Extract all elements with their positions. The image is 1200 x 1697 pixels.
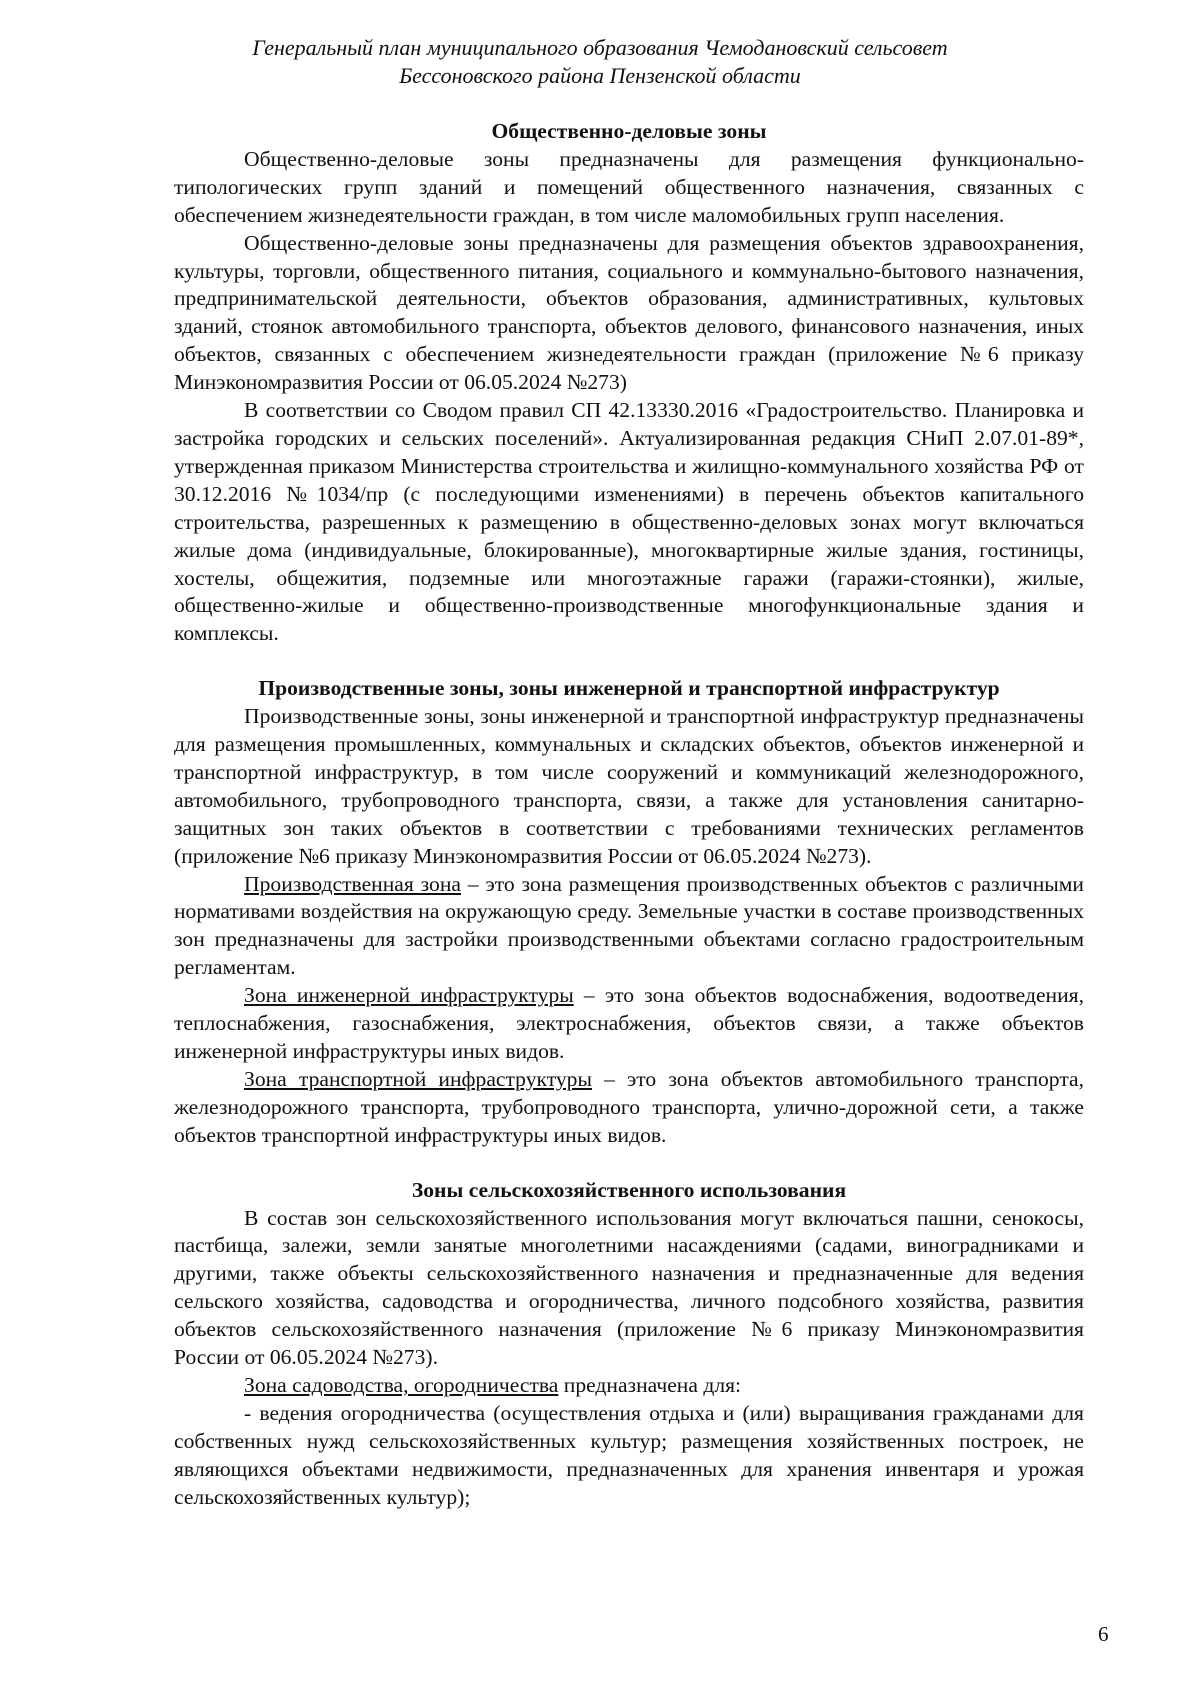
paragraph-text: Общественно-деловые зоны предназначены для размещения функционально-типологических групп зданий и помещений общественного назначения, связанных с обеспечением жизнедеятельности граждан, в том числе маломобильных групп населения. <box>174 146 1084 227</box>
section-production-infrastructure-zones <box>174 675 1084 1149</box>
paragraph-text: – это зона размещения производственных объектов с различными нормативами воздействия на окружающую среду. Земельные участки в составе производственных зон предназначены для застройки производственными объектами согласно градостроительным регламентам. <box>174 871 1084 980</box>
section-agricultural-zones <box>174 1177 1084 1512</box>
defined-term: Зона транспортной инфраструктуры <box>244 1066 592 1091</box>
paragraph <box>174 1372 1084 1400</box>
paragraph <box>174 982 1084 1066</box>
document-body <box>174 118 1084 1512</box>
paragraph <box>174 230 1084 397</box>
page-number: 6 <box>1098 1622 1109 1646</box>
paragraph-text: Общественно-деловые зоны предназначены для размещения объектов здравоохранения, культуры, торговли, общественного питания, социального и коммунально-бытового назначения, предпринимательской деятельности, объектов образования, административных, культовых зданий, стоянок автомобильного транспорта, объектов делового, финансового назначения, иных объектов, связанных с обеспечением жизнедеятельности граждан (приложение №6 приказу Минэкономразвития России от 06.05.2024 №273) <box>174 230 1084 395</box>
paragraph-text: предназначена для: <box>558 1372 742 1397</box>
header-line-1: Генеральный план муниципального образования Чемодановский сельсовет <box>252 35 948 60</box>
paragraph <box>174 1066 1084 1150</box>
defined-term: Зона инженерной инфраструктуры <box>244 983 574 1008</box>
paragraph-text: В состав зон сельскохозяйственного использования могут включаться пашни, сенокосы, пастбища, залежи, земли занятые многолетними насаждениями (садами, виноградниками и другими, также объекты сельскохозяйственного назначения и предназначенные для ведения сельского хозяйства, садоводства и огородничества, личного подсобного хозяйства, развития объектов сельскохозяйственного назначения (приложение №6 приказу Минэкономразвития России от 06.05.2024 №273). <box>174 1205 1084 1370</box>
paragraph-text: – это зона объектов автомобильного транспорта, железнодорожного транспорта, трубопроводного транспорта, улично-дорожной сети, а также объектов транспортной инфраструктуры иных видов. <box>174 1066 1084 1147</box>
section-public-business-zones <box>174 118 1084 648</box>
running-header <box>150 34 1050 90</box>
paragraph-text: – это зона объектов водоснабжения, водоотведения, теплоснабжения, газоснабжения, электроснабжения, объектов связи, а также объектов инженерной инфраструктуры иных видов. <box>174 983 1084 1063</box>
paragraph-text: - ведения огородничества (осуществления отдыха и (или) выращивания гражданами для собственных нужд сельскохозяйственных культур; размещения хозяйственных построек, не являющихся объектами недвижимости, предназначенных для хранения инвентаря и урожая сельскохозяйственных культур); <box>174 1400 1084 1509</box>
paragraph <box>174 146 1084 230</box>
paragraph <box>174 871 1084 983</box>
section-title: Производственные зоны, зоны инженерной и транспортной инфраструктур <box>258 676 1000 701</box>
paragraph <box>174 1400 1084 1512</box>
section-title: Общественно-деловые зоны <box>491 119 767 143</box>
paragraph <box>174 703 1084 870</box>
paragraph <box>174 397 1084 648</box>
section-title: Зоны сельскохозяйственного использования <box>411 1177 847 1202</box>
paragraph-text: В соответствии со Сводом правил СП 42.13330.2016 «Градостроительство. Планировка и застройка городских и сельских поселений». Актуализированная редакция СНиП 2.07.01-89*, утвержденная приказом Министерства строительства и жилищно-коммунального хозяйства РФ от 30.12.2016 №1034/пр (с последующими изменениями) в перечень объектов капитального строительства, разрешенных к размещению в общественно-деловых зонах могут включаться жилые дома (индивидуальные, блокированные), многоквартирные жилые здания, гостиницы, хостелы, общежития, подземные или многоэтажные гаражи (гаражи-стоянки), жилые, общественно-жилые и общественно-производственные многофункциональные здания и комплексы. <box>174 398 1084 646</box>
defined-term: Зона садоводства, огородничества <box>244 1372 559 1397</box>
paragraph-text: Производственные зоны, зоны инженерной и транспортной инфраструктур предназначены для размещения промышленных, коммунальных и складских объектов, объектов инженерной и транспортной инфраструктур, в том числе сооружений и коммуникаций железнодорожного, автомобильного, трубопроводного транспорта, связи, а также для установления санитарно-защитных зон таких объектов в соответствии с требованиями технических регламентов (приложение №6 приказу Минэкономразвития России от 06.05.2024 №273). <box>174 704 1084 868</box>
defined-term: Производственная зона <box>244 871 461 896</box>
paragraph <box>174 1205 1084 1372</box>
header-line-2: Бессоновского района Пензенской области <box>399 63 801 88</box>
